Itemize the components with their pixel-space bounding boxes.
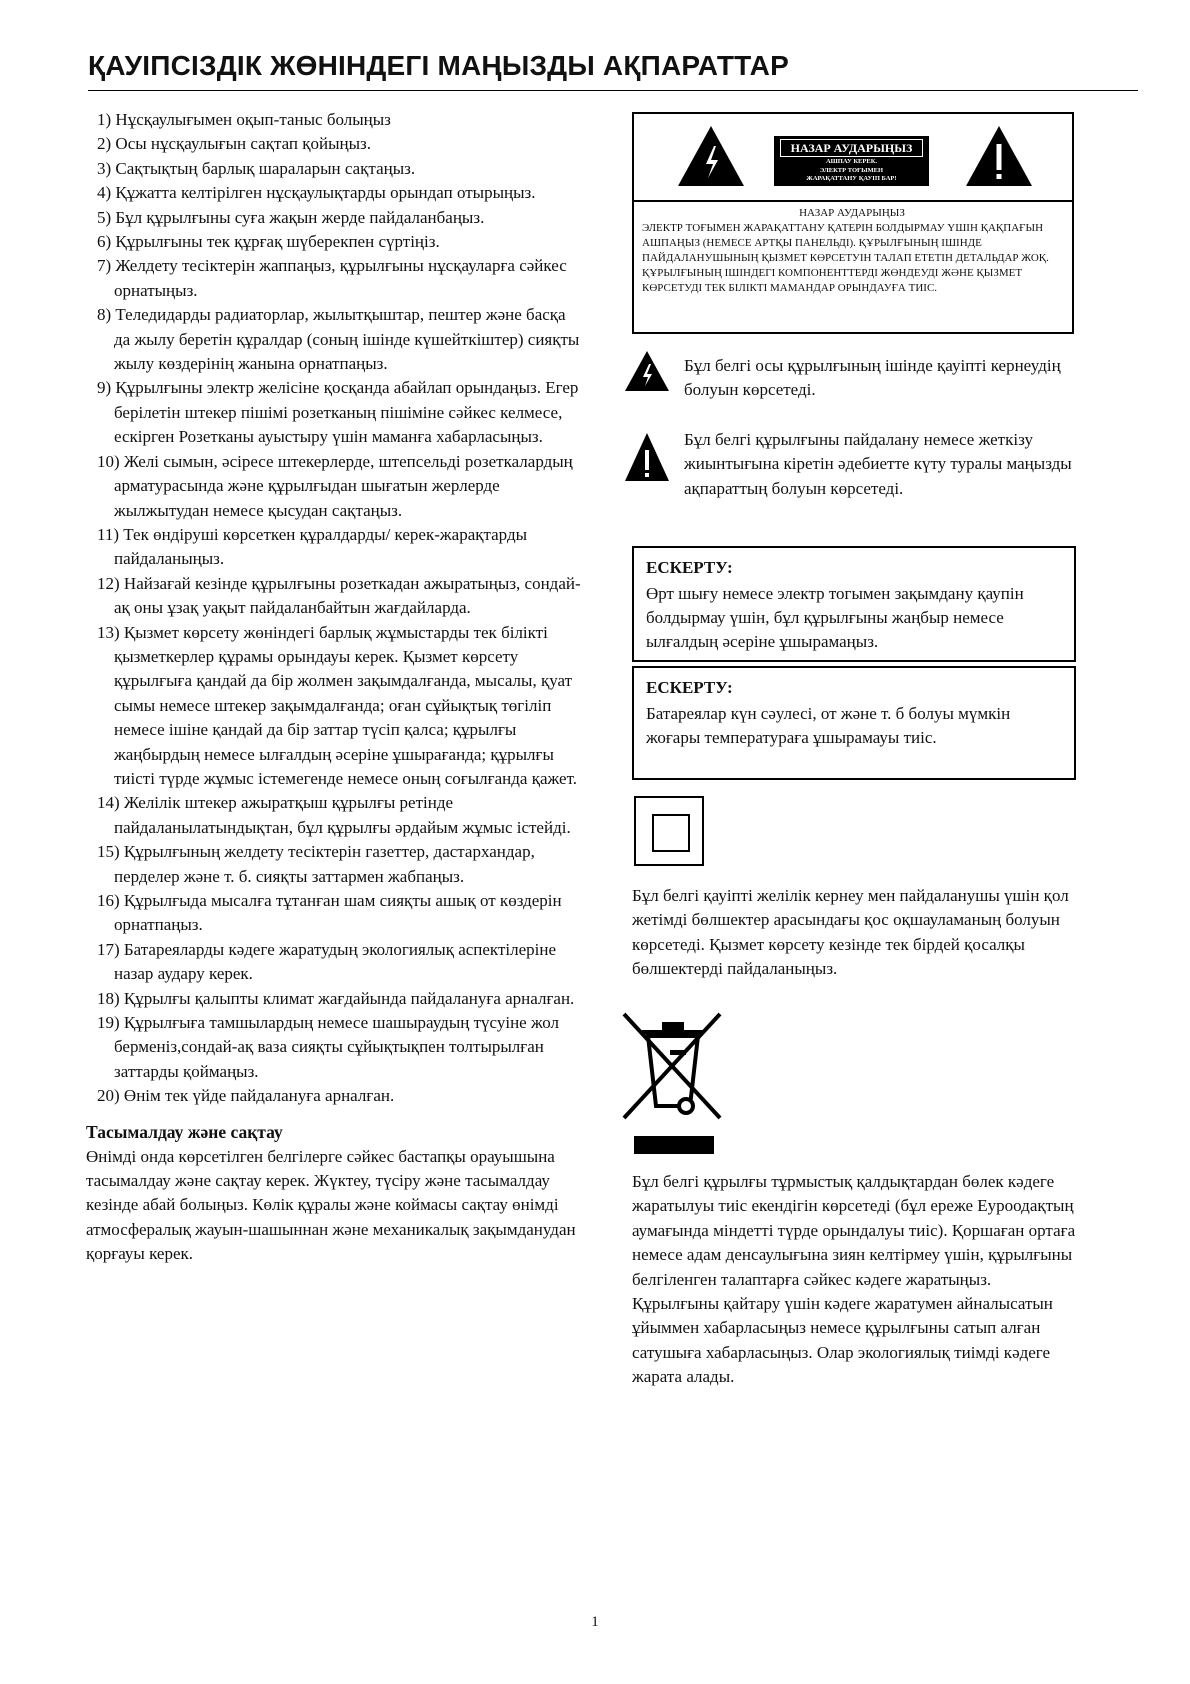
lightning-warning-icon bbox=[676, 124, 746, 188]
exclamation-warning-icon bbox=[964, 124, 1034, 188]
caution-heading: ЕСКЕРТУ: bbox=[646, 678, 733, 697]
list-item: 3) Сақтықтың барлық шараларын сақтаңыз. bbox=[97, 158, 416, 178]
transport-heading: Тасымалдау және сақтау bbox=[86, 1121, 283, 1142]
caution-text: Өрт шығу немесе электр тогымен зақымдану қаупін болдырмау үшін, бұл құрылғыны жаңбыр немесе ылғалдың әсеріне ұшырамаңыз. bbox=[646, 584, 1024, 651]
list-item: 15) Құрылғының желдету тесіктерін газеттер, дастархандар, перделер және т. б. сияқты заттармен жабпаңыз. bbox=[97, 842, 535, 886]
list-item: 10) Желі сымын, әсіресе штекерлерде, штепсельді розеткалардың арматурасында және құрылғыдан шығатын жерлерде жылжытудан немесе қысудан сақтаңыз. bbox=[97, 451, 573, 520]
crossed-bin-icon bbox=[620, 1010, 726, 1122]
list-item: 5) Бұл құрылғыны суға жақын жерде пайдаланбаңыз. bbox=[97, 207, 485, 227]
caution-heading: ЕСКЕРТУ: bbox=[646, 558, 733, 577]
list-item: 18) Құрылғы қалыпты климат жағдайында пайдалануға арналған. bbox=[97, 988, 575, 1008]
list-item: 12) Найзағай кезінде құрылғыны розеткадан ажыратыңыз, сондай-ақ оны ұзақ уақыт пайдаланбайтын жағдайларда. bbox=[97, 573, 581, 618]
caution-text: Батареялар күн сәулесі, от және т. б болуы мүмкін жоғары температураға ұшырамауы тиіс. bbox=[646, 704, 1011, 747]
double-insulation-text: Бұл белгі қауіпті желілік кернеу мен пайдаланушы үшін қол жетімді бөлшектер арасындағы қос оқшауламаның болуын көрсетеді. Қызмет көрсету кезінде тек бірдей қосалқы бөлшектерді пайдаланыңыз. bbox=[632, 886, 1069, 979]
list-item: 6) Құрылғыны тек құрғақ шүберекпен сүртіңіз. bbox=[97, 232, 440, 252]
warning-box-body: ЭЛЕКТР ТОҒЫМЕН ЖАРАҚАТТАНУ ҚАТЕРІН БОЛДЫРМАУ ҮШІН ҚАҚПАҒЫН АШПАҢЫЗ (НЕМЕСЕ АРТҚЫ ПАНЕЛЬДІ). ҚҰРЫЛҒЫНЫҢ ІШІНДЕ ПАЙДАЛАНУШЫНЫҢ ҚЫЗМЕТ КӨРСЕТУІН ТАЛАП ЕТЕТІН ДЕТАЛЬДАР ЖОҚ. ҚҰРЫЛҒЫНЫҢ ІШІНДЕГІ КОМПОНЕНТТЕРДІ ЖӨНДЕУДІ ЖӘНЕ ҚЫЗМЕТ КӨРСЕТУДІ ТЕК БІЛІКТІ МАМАНДАР ОРЫНДАУҒА ТИІС. bbox=[642, 222, 1049, 294]
title-rule bbox=[88, 90, 1138, 91]
weee-text: Бұл белгі құрылғы тұрмыстық қалдықтардан бөлек кәдеге жаратылуы тиіс екендігін көрсетеді (бұл ереже Еуроодақтың аумағында міндетті түрде орындалуы тиіс). Қоршаған ортаға немесе адам денсаулығына зиян келтірмеу үшін, құрылғыны белгіленген талаптарға сәйкес кәдеге жаратыңыз. Құрылғыны қайтару үшін кәдеге жаратумен айналысатын ұйыммен хабарласыңыз немесе құрылғыны сатып алған сатушыға хабарласыңыз. Олар экологиялық тиімді кәдеге жарата алады. bbox=[632, 1172, 1076, 1387]
list-item: 1) Нұсқаулығымен оқып-таныс болыңыз bbox=[97, 110, 391, 129]
warning-box-heading: НАЗАР АУДАРЫҢЫЗ bbox=[799, 207, 905, 219]
exclamation-symbol-text: Бұл белгі құрылғыны пайдалану немесе жеткізу жиынтығына кіретін әдебиетте күту туралы маңызды ақпараттың болуын көрсетеді. bbox=[684, 430, 1072, 498]
list-item: 20) Өнім тек үйде пайдалануға арналған. bbox=[97, 1086, 395, 1106]
shock-warning-box bbox=[632, 112, 1074, 334]
warning-label-line: АШПАУ КЕРЕК. bbox=[825, 158, 878, 165]
warning-label bbox=[774, 136, 929, 186]
warning-box-header bbox=[634, 114, 1072, 202]
warning-box-text bbox=[634, 202, 1072, 296]
warning-label-title: НАЗАР АУДАРЫҢЫЗ bbox=[780, 139, 923, 157]
exclamation-warning-icon bbox=[624, 432, 670, 482]
list-item: 17) Батареяларды кәдеге жаратудың экологиялық аспектілеріне назар аудару керек. bbox=[97, 939, 557, 984]
page-number: 1 bbox=[591, 1614, 599, 1630]
transport-section bbox=[86, 1119, 586, 1267]
list-item: 16) Құрылғыда мысалға тұтанған шам сияқты ашық от көздерін орнатпаңыз. bbox=[97, 891, 562, 935]
weee-bar bbox=[634, 1136, 714, 1154]
list-item: 9) Құрылғыны электр желісіне қосқанда абайлап орындаңыз. Егер берілетін штекер пішімі розетканың пішіміне сәйкес келмесе, ескірген Розетканы ауыстыру үшін маманға хабарласыңыз. bbox=[97, 378, 579, 447]
list-item: 14) Желілік штекер ажыратқыш құрылғы ретінде пайдаланылатындықтан, бұл құрылғы әрдайым жұмыс істейді. bbox=[97, 793, 571, 837]
lightning-symbol-text: Бұл белгі осы құрылғының ішінде қауіпті кернеудің болуын көрсетеді. bbox=[684, 356, 1061, 400]
caution-box-moisture bbox=[632, 546, 1076, 662]
caution-box-battery bbox=[632, 666, 1076, 780]
list-item: 7) Желдету тесіктерін жаппаңыз, құрылғыны нұсқауларға сәйкес орнатыңыз. bbox=[97, 256, 567, 300]
list-item: 19) Құрылғыға тамшылардың немесе шашыраудың түсуіне жол берменіз,сондай-ақ ваза сияқты сұйықтықпен толтырылған заттарды қоймаңыз. bbox=[97, 1013, 560, 1081]
list-item: 11) Тек өндіруші көрсеткен құралдарды/ керек-жарақтарды пайдаланыңыз. bbox=[97, 524, 528, 569]
page-title: ҚАУІПСІЗДІК ЖӨНІНДЕГІ МАҢЫЗДЫ АҚПАРАТТАР bbox=[88, 50, 789, 81]
double-insulation-icon bbox=[634, 796, 704, 866]
instruction-list bbox=[86, 108, 586, 1109]
list-item: 2) Осы нұсқаулығын сақтап қойыңыз. bbox=[97, 134, 372, 154]
list-item: 4) Құжатта келтірілген нұсқаулықтарды орындап отырыңыз. bbox=[97, 183, 536, 203]
transport-text: Өнімді онда көрсетілген белгілерге сәйкес бастапқы орауышына тасымалдау және сақтау керек. Жүктеу, түсіру және тасымалдау кезінде абай болыңыз. Көлік құралы және коймасы сақтау өнімді атмосфералық жауын-шашыннан және механикалық зақымданудан қорғауы керек. bbox=[86, 1146, 576, 1264]
warning-label-line: ЖАРАҚАТТАНУ ҚАУІП БАР! bbox=[806, 175, 897, 182]
left-column bbox=[86, 108, 586, 1267]
list-item: 8) Теледидарды радиаторлар, жылытқыштар, пештер және басқа да жылу беретін құралдар (соның ішінде күшейткіштер) сияқты жылу көздерінің жанына орнатпаңыз. bbox=[97, 305, 580, 374]
warning-label-line: ЭЛЕКТР ТОҒЫМЕН bbox=[819, 166, 884, 174]
list-item: 13) Қызмет көрсету жөніндегі барлық жұмыстарды тек білікті қызметкерлер құрамы орындауы керек. Қызмет көрсету құрылғыға қандай да бір жолмен зақымдалғанда, мысалы, қуат сымы немесе штекер зақымдалғанда; оған сұйықтық төгіліп немесе ішіне қандай да бір заттар түсіп қалса; құрылғы жаңбырдың немесе ылғалдың әсеріне ұшырағанда; құрылғы тиісті түрде жұмыс істемегенде немесе оның соғылғанда қажет. bbox=[97, 622, 577, 788]
lightning-warning-icon bbox=[624, 350, 670, 392]
